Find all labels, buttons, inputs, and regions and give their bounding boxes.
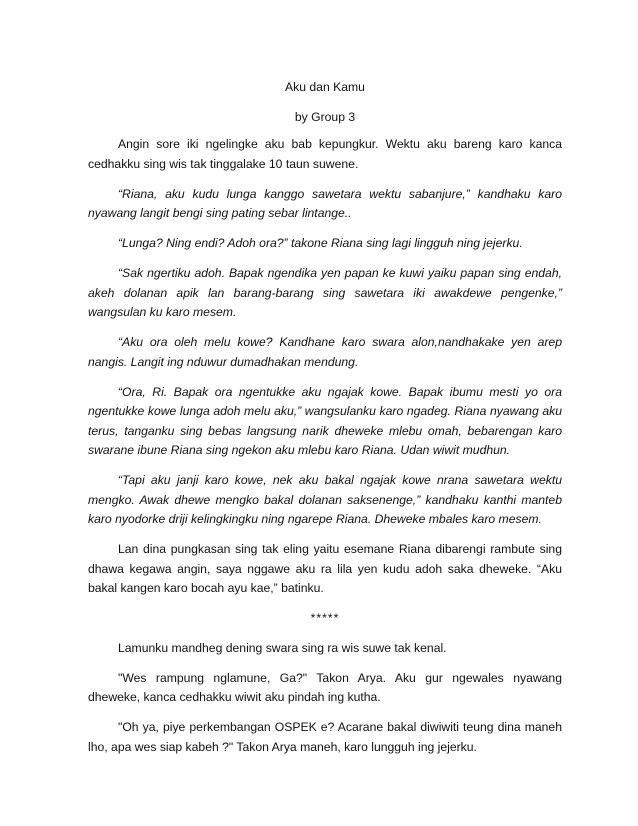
document-byline: by Group 3 (294, 109, 356, 124)
paragraph-4: “Sak ngertiku adoh. Bapak ngendika yen papan ke kuwi yaiku papan sing endah, akeh dolanan apik lan barang-barang sing sawetara iki awakdewe pengenke,” wangsulan ku karo mesem. (88, 266, 562, 319)
paragraph-3: “Lunga? Ning endi? Adoh ora?” takone Riana sing lagi lingguh ning jejerku. (118, 236, 523, 250)
document-title: Aku dan Kamu (285, 80, 365, 94)
paragraph-7: “Tapi aku janji karo kowe, nek aku bakal ngajak kowe nrana sawetara wektu mengko. Awak dhewe mengko bakal dolanan saksenenge,” kandhaku kanthi manteb karo nyodorke driji kelingkingku ning ngarepe Riana. Dheweke mbales karo mesem. (88, 473, 562, 526)
paragraph-1: Angin sore iki ngelingke aku bab kepungkur. Wektu aku bareng karo kanca cedhakku sing wis tak tinggalake 10 taun suwene. (88, 137, 562, 171)
paragraph-2: “Riana, aku kudu lunga kanggo sawetara wektu sabanjure,” kandhaku karo nyawang langit bengi sing pating sebar lintange.. (88, 186, 562, 220)
paragraph-6: “Ora, Ri. Bapak ora ngentukke aku ngajak kowe. Bapak ibumu mesti yo ora ngentukke kowe lunga adoh melu aku,” wangsulanku karo ngadeg. Riana nyawang aku terus, tanganku sing bebas langsung narik dheweke mlebu omah, bebarengan karo swarane ibune Riana sing ngekon aku mlebu karo Riana. Udan wiwit mudhun. (88, 384, 562, 457)
document-body (88, 78, 562, 768)
paragraph-10: "Wes rampung nglamune, Ga?" Takon Arya. Aku gur ngewales nyawang dheweke, kanca cedhakku wiwit aku pindah ing kutha. (88, 670, 562, 704)
paragraph-8: Lan dina pungkasan sing tak eling yaitu esemane Riana dibarengi rambute sing dhawa kegawa angin, saya nggawe aku ra lila yen kudu adoh saka dheweke. “Aku bakal kangen karo bocah ayu kae,” batinku. (88, 542, 562, 595)
paragraph-9: Lamunku mandheg dening swara sing ra wis suwe tak kenal. (118, 640, 447, 655)
section-separator: ***** (310, 611, 340, 625)
paragraph-11: "Oh ya, piye perkembangan OSPEK e? Acarane bakal diwiwiti teung dina maneh lho, apa wes siap kabeh ?" Takon Arya maneh, karo lungguh ing jejerku. (88, 720, 562, 754)
paragraph-5: “Aku ora oleh melu kowe? Kandhane karo swara alon,nandhakake yen arep nangis. Langit ing nduwur dumadhakan mendung. (88, 335, 562, 369)
